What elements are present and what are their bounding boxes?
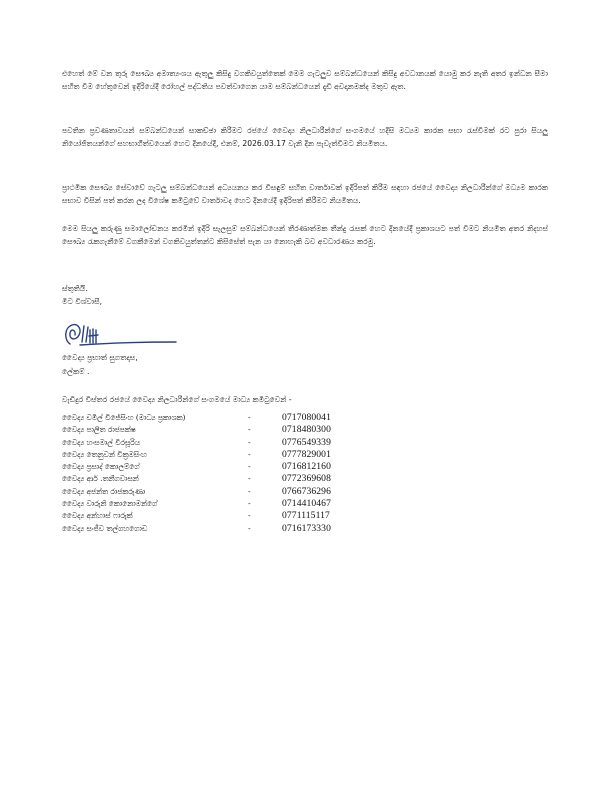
contact-separator: - [248,437,251,447]
body-paragraph-4: මෙම සියලු කරුණු සමාලෝචනය කරමින් ඉදිරි සැලසුම් සම්බන්ධයෙන් තීරණාත්මක තීන්දු රැසක් හෙට දිනයේදී ප්‍රකාශයට පත් වීමට නියමිත අතර නිදහස් සෞඛ්‍ය රැකගැනීමේ වගකීමෙන් වගකිවයුත්තන්ට කිසිසේත් පැන යා නොහැකි බව අවධාරණය කරමු. [62,224,548,246]
signatory-name: වෛද්‍ය ප්‍රභාත් සුගතදාස, [62,353,138,362]
contact-separator: - [248,413,251,422]
contact-name: වෛද්‍ය ප්‍රසාද් කොලම්ගේ [62,462,140,472]
contact-separator: - [248,449,251,459]
body-paragraph-1: එහෙත් මේ වන තුරු සෞඛ්‍ය අමාත්‍යංශය ඇතුලු කිසිදු වගකිවයුත්තෙක් මෙම ගැටලුව සම්බන්ධයෙන් කිසිදු අවධානයක් යොමු කර නැති අතර ඉන්ධන සීමා සහිත වීම හේතුවෙන් ඉදිරියේදී රෝහල් පද්ධතිය පවත්වාගෙන යාම සම්බන්ධයෙන් දැඩි අවදානමක්ද මතුව ඇත. [62,69,548,91]
contact-name: වෛද්‍ය තෙනුවන් වික්‍රමසිංහ [62,449,147,459]
contact-row [62,461,392,473]
contact-name: වෛද්‍ය අන්හාස් ෆාරුක් [62,511,133,521]
body-paragraph-2: පවතින ප්‍රවණතාවයන් සම්බන්ධයෙන් සාකච්ඡා කිරීමට රජයේ වෛද්‍ය නිලධාරීන්ගේ සංගමයේ හදිසි මධ්‍යම කාරක සභා රැස්වීමක් රට පුරා සියලු නියෝජිතයන්ගේ සහභාගීත්වයෙන් හෙට දිනයේදී, එනම්, 2026.03.17 වැනි දින පැවැත්වීමට නියමිතය. [62,126,548,148]
contact-row [62,498,392,510]
handwritten-signature [60,318,180,352]
contact-phone: 0777829001 [282,448,331,460]
contact-list [62,412,392,535]
contact-separator: - [248,499,251,509]
contact-row [62,437,392,449]
contact-separator: - [248,486,251,496]
contact-row [62,412,392,424]
contact-separator: - [248,425,251,435]
contact-phone: 0716812160 [282,461,331,473]
contact-phone: 0718480300 [282,424,331,436]
contact-name: වෛද්‍ය පාලිත රාජපක්ෂ [62,425,136,435]
contact-row [62,510,392,522]
contact-phone: 0772369608 [282,473,331,485]
contact-row [62,523,392,535]
contact-separator: - [248,462,251,472]
contact-name: වෛද්‍ය හංසමාල් වීරසූරිය [62,437,141,447]
contacts-heading: වැඩිදුර විස්තර රජයේ වෛද්‍ය නිලධාරීන්ගේ සංගමයේ මාධ්‍ය කමිටුවෙන් - [62,395,292,404]
contact-phone: 0766736296 [282,485,331,497]
contact-row [62,449,392,461]
contact-name: වෛද්‍ය අජන්ත රාජකරුණා [62,486,146,496]
contact-phone: 0716173330 [282,522,331,534]
contact-phone: 0714410467 [282,498,331,510]
contact-phone: 0771115117 [282,510,330,522]
contact-separator: - [248,523,251,533]
contact-separator: - [248,474,251,484]
thanks-line: ස්තුතියි. [62,284,88,293]
contact-name: වෛද්‍ය වාරුනි කොනොමන්ගේ [62,499,158,509]
body-paragraph-3: ප්‍රාථමික සෞඛ්‍ය සේවාවේ ගැටලු සම්බන්ධයෙන් අධ්‍යයනය කර විසඳුම් සහිත වාර්තාවක් ඉදිරිපත් කිරීම සඳහා රජයේ වෛද්‍ය නිලධාරීන්ගේ මධ්‍යම කාරක සභාව විසින් පත් කරන ලද විශේෂ කමිටුවේ වාර්තාවද හෙට දිනයේදී ඉදිරිපත් කිරීමට නියමිතය. [62,183,548,205]
contact-name: වෛද්‍ය චමිල් විජේසිංහ (මාධ්‍ය ප්‍රකාශක) [62,413,186,422]
closing-line: මීට විශ්වාසී, [62,297,103,306]
contact-name: වෛද්‍ය සංජීව තල්ගහගොඩ [62,523,148,533]
contact-row [62,486,392,498]
contact-phone: 0717080041 [282,412,331,423]
contact-phone: 0776549339 [282,436,331,448]
contact-row [62,473,392,485]
contact-separator: - [248,511,251,521]
contact-row [62,424,392,436]
contact-name: වෛද්‍ය ආර් .තනීගවාසන් [62,474,139,484]
signatory-title: ලේකම් . [62,367,90,376]
